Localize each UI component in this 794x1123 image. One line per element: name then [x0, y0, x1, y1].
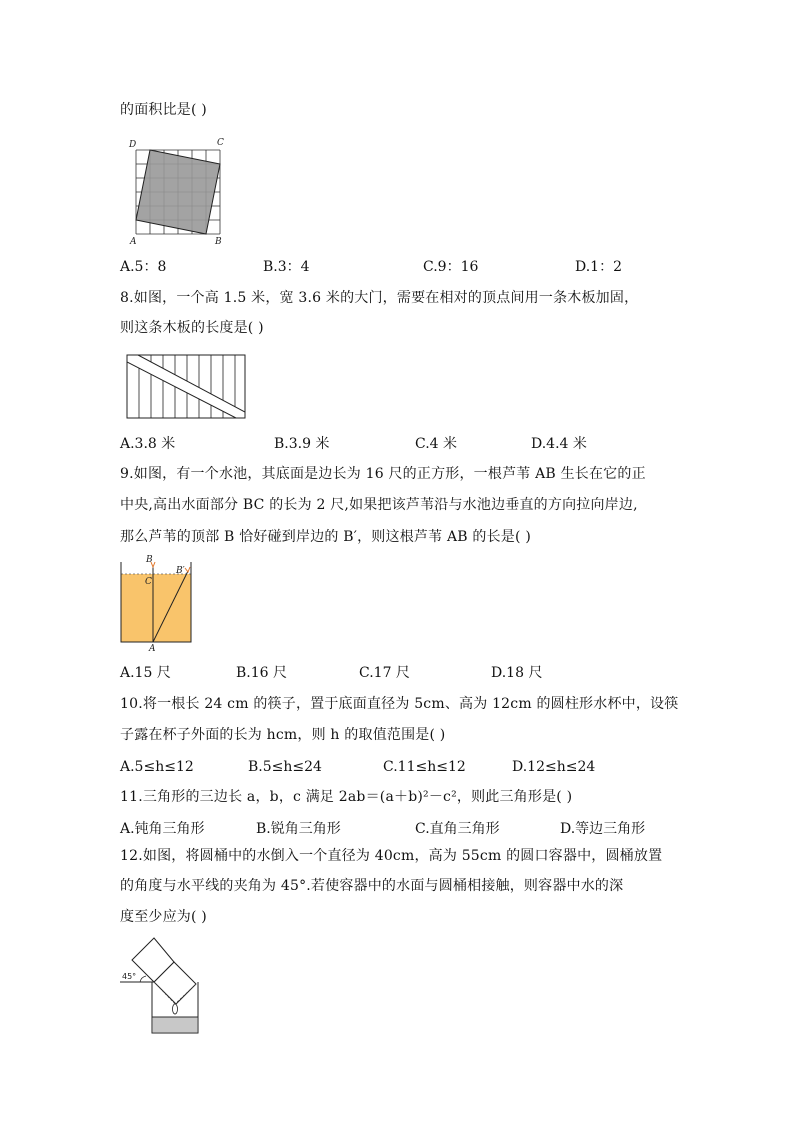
q11-option-c: C.直角三角形 — [415, 821, 500, 837]
q7-label-B: B — [215, 237, 222, 247]
q10-text-line2: 子露在杯子外面的长为 hcm，则 h 的取值范围是( ) — [120, 727, 446, 743]
q7-label-D: D — [129, 140, 137, 150]
q9-text-line1: 9.如图，有一个水池，其底面是边长为 16 尺的正方形，一根芦苇 AB 生长在它的正 — [120, 466, 646, 482]
q9-label-B: B — [146, 555, 153, 565]
q9-option-c: C.17 尺 — [359, 665, 410, 681]
q12-text-line2: 的角度与水平线的夹角为 45°.若使容器中的水面与圆桶相接触，则容器中水的深 — [120, 878, 624, 894]
q9-label-C: C — [145, 577, 152, 587]
q12-text-line1: 12.如图，将圆桶中的水倒入一个直径为 40cm，高为 55cm 的圆口容器中，圆桶放置 — [120, 848, 663, 864]
q8-option-c: C.4 米 — [415, 436, 458, 452]
q11-option-b: B.锐角三角形 — [256, 821, 341, 837]
q10-option-c: C.11≤h≤12 — [383, 759, 466, 775]
q7-option-b: B.3：4 — [263, 259, 310, 275]
q12-bucket-figure — [118, 938, 208, 1036]
q9-text-line3: 那么芦苇的顶部 B 恰好碰到岸边的 B′，则这根芦苇 AB 的长是( ) — [120, 529, 531, 545]
q9-label-A: A — [149, 644, 156, 654]
q8-gate-figure — [126, 354, 248, 420]
q8-text-line2: 则这条木板的长度是( ) — [120, 320, 264, 336]
q9-pond-figure — [118, 554, 198, 654]
q10-text-line1: 10.将一根长 24 cm 的筷子，置于底面直径为 5cm、高为 12cm 的圆柱形水杯中，设筷 — [120, 696, 679, 712]
q9-label-Bp: B′ — [176, 566, 185, 576]
q11-option-d: D.等边三角形 — [560, 821, 646, 837]
q10-option-d: D.12≤h≤24 — [512, 759, 596, 775]
q10-option-a: A.5≤h≤12 — [120, 759, 194, 775]
q7-option-a: A.5：8 — [120, 259, 167, 275]
q11-option-a: A.钝角三角形 — [120, 821, 205, 837]
q9-option-b: B.16 尺 — [236, 665, 288, 681]
q7-shaded-square — [136, 150, 220, 234]
q12-water — [152, 1017, 198, 1033]
q9-option-a: A.15 尺 — [120, 665, 171, 681]
q9-option-d: D.18 尺 — [491, 665, 543, 681]
q12-text-line3: 度至少应为( ) — [120, 909, 207, 925]
q10-option-b: B.5≤h≤24 — [248, 759, 322, 775]
q12-angle-label: 45° — [122, 972, 137, 981]
q8-text-line1: 8.如图，一个高 1.5 米，宽 3.6 米的大门，需要在相对的顶点间用一条木板加固， — [120, 290, 639, 306]
q8-option-d: D.4.4 米 — [531, 436, 587, 452]
q7-label-C: C — [217, 138, 224, 148]
q7-label-A: A — [130, 237, 137, 247]
q7-option-c: C.9：16 — [423, 259, 479, 275]
q8-option-a: A.3.8 米 — [120, 436, 176, 452]
q7-grid-figure — [128, 130, 228, 245]
q8-option-b: B.3.9 米 — [274, 436, 330, 452]
q7-option-d: D.1：2 — [575, 259, 622, 275]
q11-text-line1: 11.三角形的三边长 a，b，c 满足 2ab＝(a＋b)²－c²，则此三角形是( ) — [120, 789, 573, 805]
q7-text-line1: 的面积比是( ) — [120, 102, 207, 118]
q9-text-line2: 中央,高出水面部分 BC 的长为 2 尺,如果把该芦苇沿与水池边垂直的方向拉向岸边, — [120, 497, 638, 513]
q9-water — [121, 574, 191, 642]
